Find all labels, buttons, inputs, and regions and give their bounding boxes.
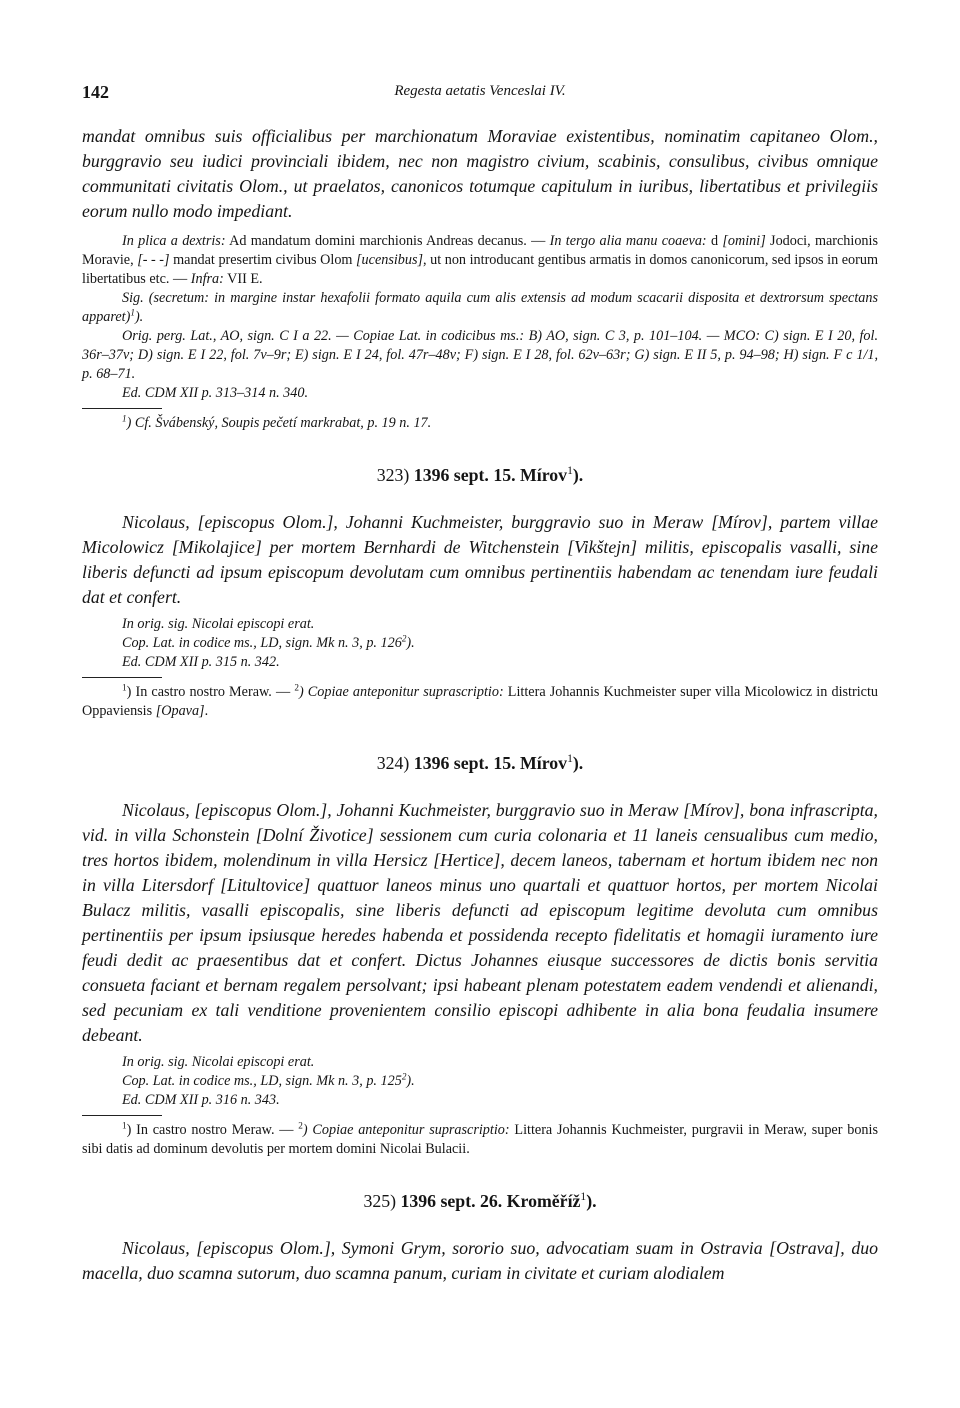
continued-regest-text: mandat omnibus suis officialibus per marchionatum Moraviae existentibus, nominatim capitaneo Olom., burggravio seu iudici provinciali ibidem, nec non magistro civium, scabinis, consulibus, civibus omnique communitati civitatis Olom., ut praelatos, canonicos totumque capitulum in iuribus, libertatibus et privilegiis eorum nullo modo impediant.	[82, 126, 878, 221]
page	[82, 82, 878, 1286]
page-number: 142	[82, 82, 109, 102]
footnote-divider-323	[82, 677, 162, 678]
footnotes-324: $^1$) In castro nostro Meraw. — $^2$) Copiae anteponitur suprascriptio: Littera Johannis Kuchmeister, purgravii in Meraw, super bonis sibi datis ad dominum devolutis per mortem domini Nicolai Bulacii.	[82, 1120, 878, 1157]
record-heading-323: 323) 1396 sept. 15. Mírov$^1$).	[376, 464, 584, 485]
seal-note-323: In orig. sig. Nicolai episcopi erat.	[122, 616, 315, 632]
copy-note-324: Cop. Lat. in codice ms., LD, sign. Mk n. 3, p. $125^2$).	[122, 1071, 415, 1089]
footnote: $^1$) Cf. Švábenský, Soupis pečetí markrabat, p. 19 n. 17.	[122, 413, 432, 431]
seal-note-324: In orig. sig. Nicolai episcopi erat.	[122, 1054, 315, 1070]
copy-note-323: Cop. Lat. in codice ms., LD, sign. Mk n. 3, p. $126^2$).	[122, 633, 415, 651]
seal-note: Sig. (secretum: in margine instar hexafolii formato aquila cum alis extensis ad modum scacarii disposita et dextrorsum spectans apparet)$^1$).	[82, 290, 878, 325]
footnote-divider	[82, 408, 162, 409]
footnote-divider-324	[82, 1115, 162, 1116]
running-title: Regesta aetatis Venceslai IV.	[394, 83, 566, 99]
edition-note-323: Ed. CDM XII p. 315 n. 342.	[122, 654, 280, 670]
original-note: Orig. perg. Lat., AO, sign. C I a 22. — Copiae Lat. in codicibus ms.: B) AO, sign. C 3, p. 101–104. — MCO: C) sign. E I 20, fol. 36r–37v; D) sign. E I 22, fol. 7v–9r; E) sign. E I 24, fol. 47r–48v; F) sign. E I 28, fol. 62v–63r; G) sign. E II 5, p. 94–98; H) sign. F c 1/1, p. 68–71.	[82, 328, 878, 382]
edition-note-324: Ed. CDM XII p. 316 n. 343.	[122, 1092, 280, 1108]
record-heading-325: 325) 1396 sept. 26. Kroměříž$^1$).	[363, 1190, 597, 1211]
record-heading-324: 324) 1396 sept. 15. Mírov$^1$).	[376, 752, 584, 773]
edition-note: Ed. CDM XII p. 313–314 n. 340.	[122, 385, 308, 401]
regest-text-323: Nicolaus, [episcopus Olom.], Johanni Kuchmeister, burggravio suo in Meraw [Mírov], partem villae Micolowicz [Mikolajice] per mortem Bernhardi de Witchenstein [Vikštejn] militis, episcopalis vasalli, sine liberis defuncti ad ipsum episcopum devolutam cum omnibus pertinentiis habendam ac tenendam iure feudali dat et confert.	[82, 512, 878, 607]
regest-text-325: Nicolaus, [episcopus Olom.], Symoni Grym, sororio suo, advocatiam suam in Ostravia [Ostrava], duo macella, duo scamna sutorum, duo scamna panum, curiam in civitate et curiam alodialem	[82, 1238, 878, 1283]
regest-text-324: Nicolaus, [episcopus Olom.], Johanni Kuchmeister, burggravio suo in Meraw [Mírov], bona infrascripta, vid. in villa Schonstein [Dolní Životice] sessionem cum curia colonaria et 11 laneis censualibus cum medio, tres hortos ibidem, molendinum in villa Hersicz [Hertice], decem laneos, tabernam et hortum ibidem nec non in villa Litersdorf [Litultovice] quattuor laneos minus uno quartali et quattuor hortos, per mortem Nicolai Bulacz militis, vasalli episcopalis, sine liberis defuncti ad episcopum legitime devoluta cum omnibus pertinentiis per ipsum ipsiusque heredes habenda et possidenda recepto fidelitatis et homagii iuramento iure feudi dedit ac praesentibus dat et confert. Dictus Johannes eiusque successores de dictis bonis servitia consueta faciant et bernam regalem persolvant; ipsi habeant plenam potestatem eadem vendendi et alienandi, sed pecuniam ex tali venditione provenientem consilio episcopi adhibente in alia bona feudalia insumere debeant.	[82, 800, 878, 1045]
plica-note: In plica a dextris: Ad mandatum domini marchionis Andreas decanus. — In tergo alia manu coaeva: d [omini] Jodoci, marchionis Moravie, [- - -] mandat presertim civibus Olom [ucensibus], ut non introducant gentibus armatis in domos canonicorum, sed ipsos in eorum libertatibus etc. — Infra: VII E.	[82, 233, 878, 287]
footnotes-323: $^1$) In castro nostro Meraw. — $^2$) Copiae anteponitur suprascriptio: Littera Johannis Kuchmeister super villa Micolowicz in districtu Oppaviensis [Opava].	[82, 682, 878, 719]
page-header	[82, 82, 878, 106]
